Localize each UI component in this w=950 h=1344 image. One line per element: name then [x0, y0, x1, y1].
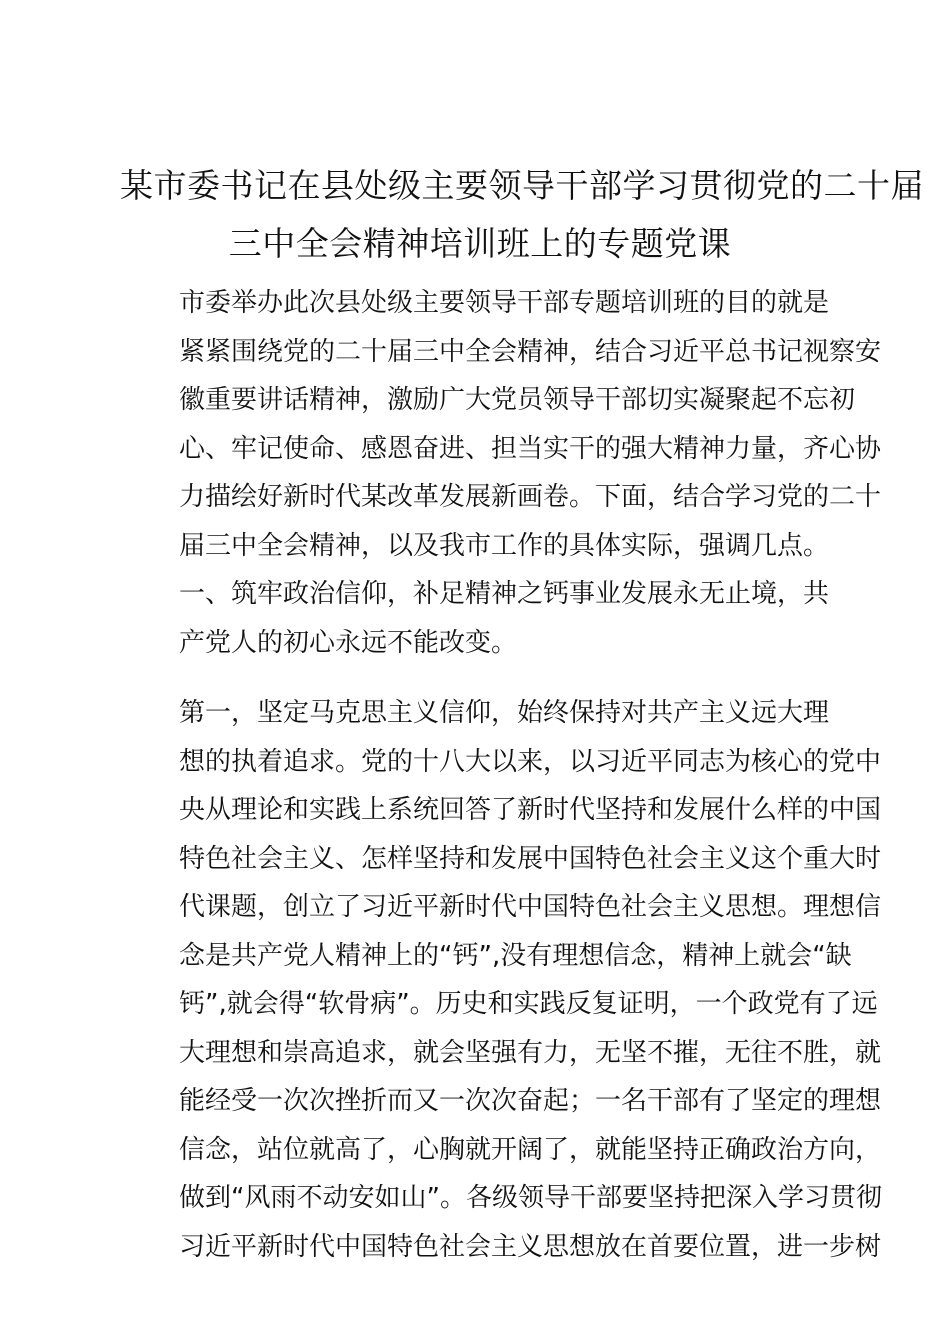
- text-line: 念是共产党人精神上的“钙”,没有理想信念，精神上就会“缺: [179, 940, 852, 971]
- text-line: 钙”,就会得“软骨病”。历史和实践反复证明，一个政党有了远: [179, 989, 878, 1019]
- text-line: 市委举办此次县处级主要领导干部专题培训班的目的就是: [179, 288, 830, 318]
- text-line: 央从理论和实践上系统回答了新时代坚持和发展什么样的中国: [179, 795, 882, 825]
- text-line: 紧紧围绕党的二十届三中全会精神，结合习近平总书记视察安: [179, 336, 882, 367]
- text-line: 一、筑牢政治信仰，补足精神之钙事业发展永无止境，共: [179, 579, 830, 609]
- text-line: 信念，站位就高了，心胸就开阔了，就能坚持正确政治方向，: [179, 1134, 882, 1165]
- document-title-line-1: 某市委书记在县处级主要领导干部学习贯彻党的二十届: [120, 166, 924, 205]
- paragraph-section-heading: [127, 570, 830, 667]
- text-line: 做到“风雨不动安如山”。各级领导干部要坚持把深入学习贯彻: [179, 1183, 882, 1213]
- paragraph-intro: [127, 279, 882, 570]
- text-line: 徽重要讲话精神，激励广大党员领导干部切实凝聚起不忘初: [179, 385, 856, 415]
- paragraph-first-point: [127, 689, 882, 1271]
- text-line: 想的执着追求。党的十八大以来，以习近平同志为核心的党中: [179, 746, 882, 777]
- text-line: 力描绘好新时代某改革发展新画卷。下面，结合学习党的二十: [179, 482, 882, 512]
- text-line: 大理想和崇高追求，就会坚强有力，无坚不摧，无往不胜，就: [179, 1037, 882, 1068]
- text-line: 届三中全会精神，以及我市工作的具体实际，强调几点。: [179, 530, 830, 561]
- text-line: 能经受一次次挫折而又一次次奋起；一名干部有了坚定的理想: [179, 1086, 882, 1116]
- text-line: 第一，坚定马克思主义信仰，始终保持对共产主义远大理: [179, 698, 830, 728]
- document-title-line-2: 三中全会精神培训班上的专题党课: [228, 224, 732, 263]
- text-line: 代课题，创立了习近平新时代中国特色社会主义思想。理想信: [179, 892, 882, 922]
- text-line: 心、牢记使命、感恩奋进、担当实干的强大精神力量，齐心协: [179, 433, 882, 464]
- document-body: [127, 279, 882, 1271]
- text-line: 产党人的初心永远不能改变。: [179, 627, 518, 658]
- text-line: 特色社会主义、怎样坚持和发展中国特色社会主义这个重大时: [179, 843, 882, 874]
- text-line: 习近平新时代中国特色社会主义思想放在首要位置，进一步树: [179, 1231, 882, 1262]
